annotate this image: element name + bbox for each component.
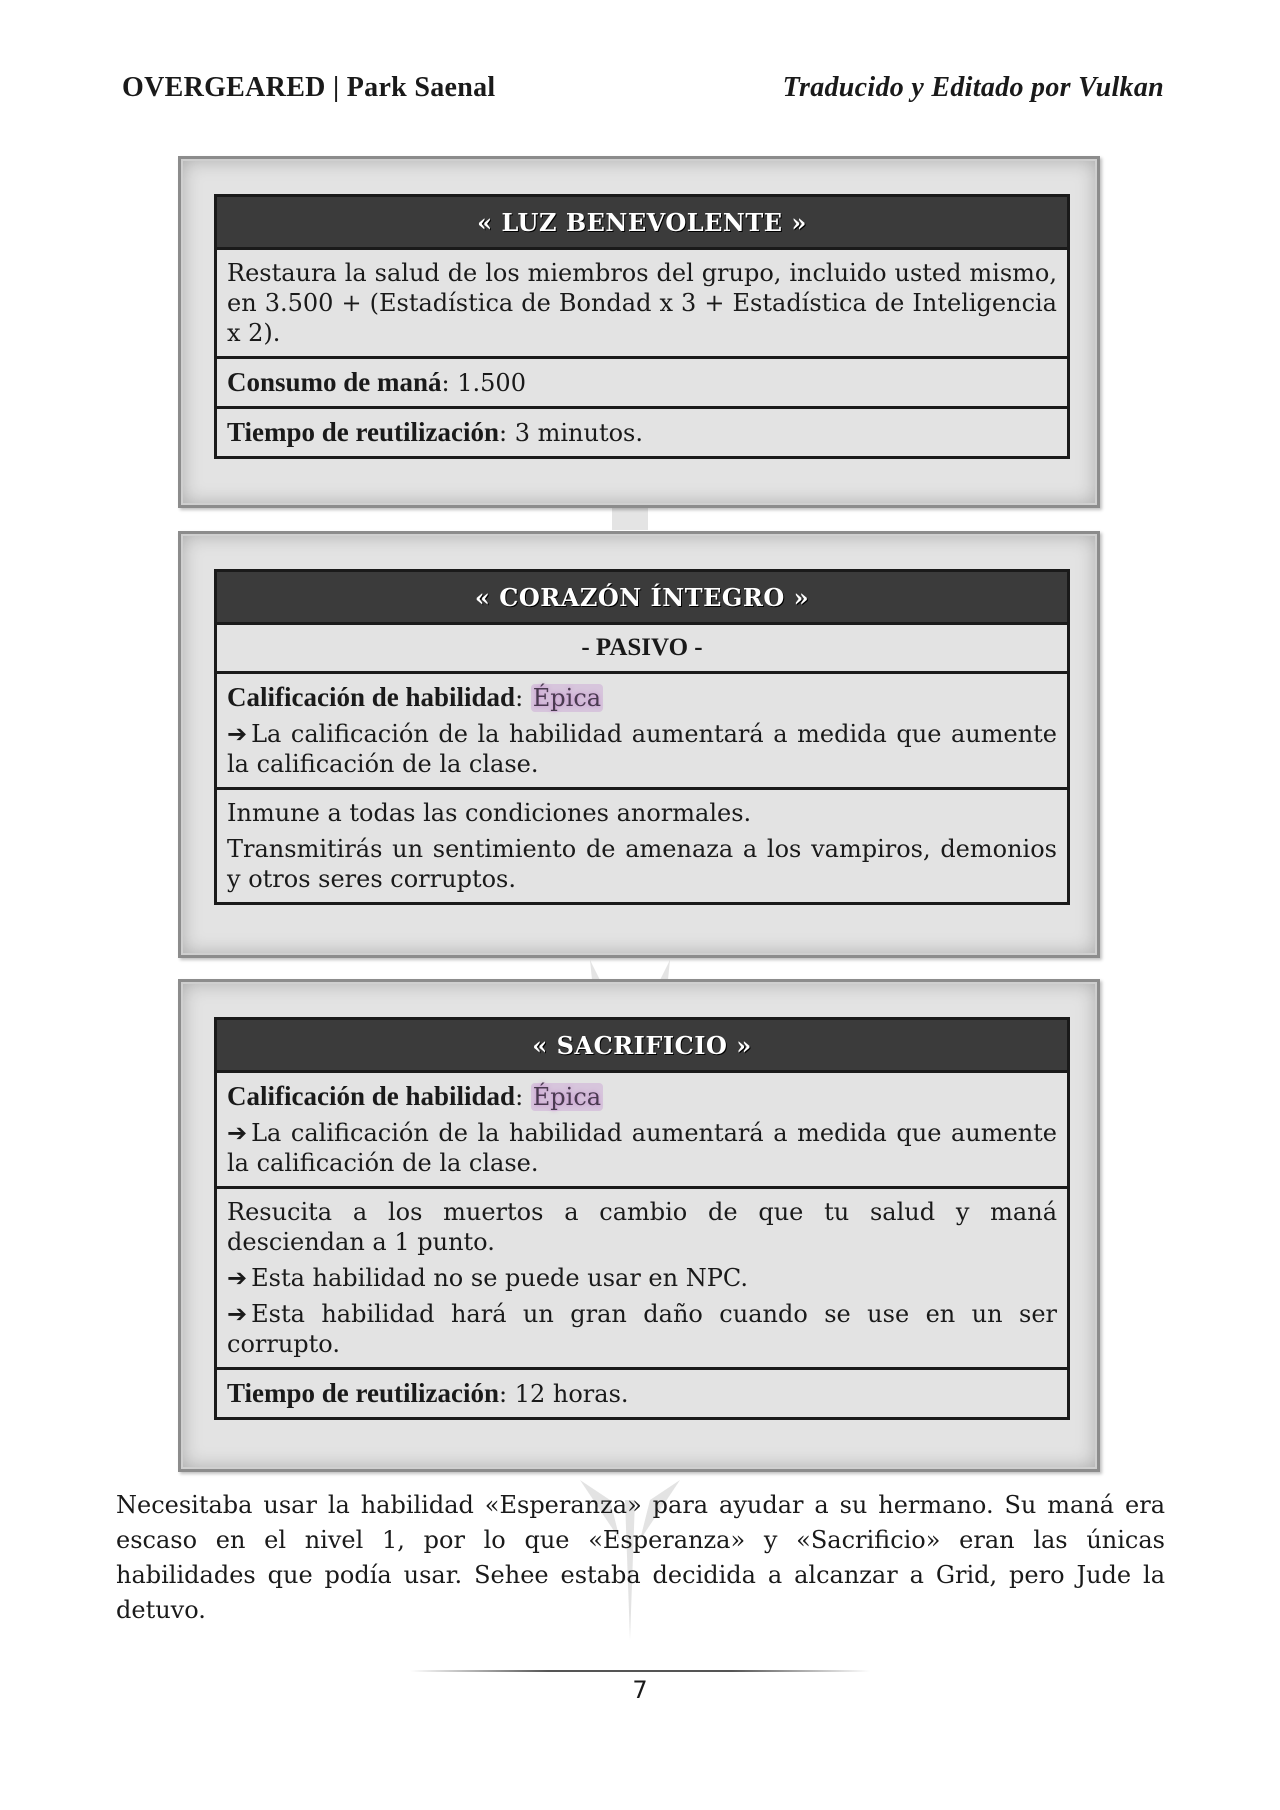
cooldown-row (217, 1367, 1067, 1417)
mana-cost-row (217, 356, 1067, 406)
effect-text: Inmune a todas las condiciones anormales. (227, 799, 752, 827)
skill-effects-row (217, 1186, 1067, 1367)
skill-grade-row (217, 1070, 1067, 1186)
skill-title: « CORAZÓN ÍNTEGRO » (217, 572, 1067, 622)
cooldown-value: : 3 minutos. (499, 419, 643, 447)
skill-card (214, 569, 1070, 905)
skill-card (214, 194, 1070, 459)
skill-card (214, 1017, 1070, 1420)
skill-title: « SACRIFICIO » (217, 1020, 1067, 1070)
paragraph-text: Necesitaba usar la habilidad «Esperanza» para ayudar a su hermano. Su maná era escaso en el nivel 1, por lo que «Esperanza» y «Sacrificio» eran las únicas habilidades que podía usar. Sehee estaba decidida a alcanzar a Grid, pero Jude la detuvo. (116, 1491, 1165, 1624)
grade-separator: : (515, 1083, 531, 1111)
description-text: Restaura la salud de los miembros del grupo, incluido usted mismo, en 3.500 + (Estadística de Bondad x 3 + Estadística de Inteligencia x 2). (227, 259, 1057, 347)
skill-panel-sacrificio (178, 979, 1100, 1472)
cooldown-row (217, 406, 1067, 456)
grade-value: Épica (532, 684, 602, 712)
mana-cost-label: Consumo de maná (227, 367, 442, 397)
translator-credit: Traducido y Editado por Vulkan (782, 72, 1164, 103)
effect-text: Resucita a los muertos a cambio de que tu salud y maná desciendan a 1 punto. (227, 1198, 1057, 1256)
cooldown-label: Tiempo de reutilización (227, 1378, 499, 1408)
grade-note: La calificación de la habilidad aumentará a medida que aumente la calificación de la clase. (227, 720, 1057, 778)
page-header (122, 72, 1164, 104)
effect-text: Esta habilidad hará un gran daño cuando se use en un ser corrupto. (227, 1300, 1057, 1358)
arrow-right-icon: ➔ (227, 1119, 248, 1147)
grade-separator: : (515, 684, 531, 712)
skill-title: « LUZ BENEVOLENTE » (217, 197, 1067, 247)
footer-divider (410, 1670, 870, 1672)
effect-text: Transmitirás un sentimiento de amenaza a los vampiros, demonios y otros seres corruptos. (227, 835, 1057, 893)
cooldown-value: : 12 horas. (499, 1380, 629, 1408)
skill-grade-row (217, 671, 1067, 787)
skill-description (217, 247, 1067, 356)
arrow-right-icon: ➔ (227, 720, 248, 748)
arrow-right-icon: ➔ (227, 1300, 248, 1328)
skill-effects-row (217, 787, 1067, 902)
effect-text: Esta habilidad no se puede usar en NPC. (251, 1264, 749, 1292)
skill-panel-luz-benevolente (178, 156, 1100, 508)
skill-type: - PASIVO - (217, 622, 1067, 671)
grade-label: Calificación de habilidad (227, 682, 516, 712)
book-title: OVERGEARED | Park Saenal (122, 72, 496, 103)
grade-note: La calificación de la habilidad aumentará a medida que aumente la calificación de la clase. (227, 1119, 1057, 1177)
cooldown-label: Tiempo de reutilización (227, 417, 499, 447)
mana-cost-value: : 1.500 (441, 369, 526, 397)
grade-label: Calificación de habilidad (227, 1081, 516, 1111)
grade-value: Épica (532, 1083, 602, 1111)
page-number: 7 (632, 1676, 648, 1704)
arrow-right-icon: ➔ (227, 1264, 248, 1292)
body-paragraph (116, 1488, 1165, 1628)
skill-panel-corazon-integro (178, 531, 1100, 958)
